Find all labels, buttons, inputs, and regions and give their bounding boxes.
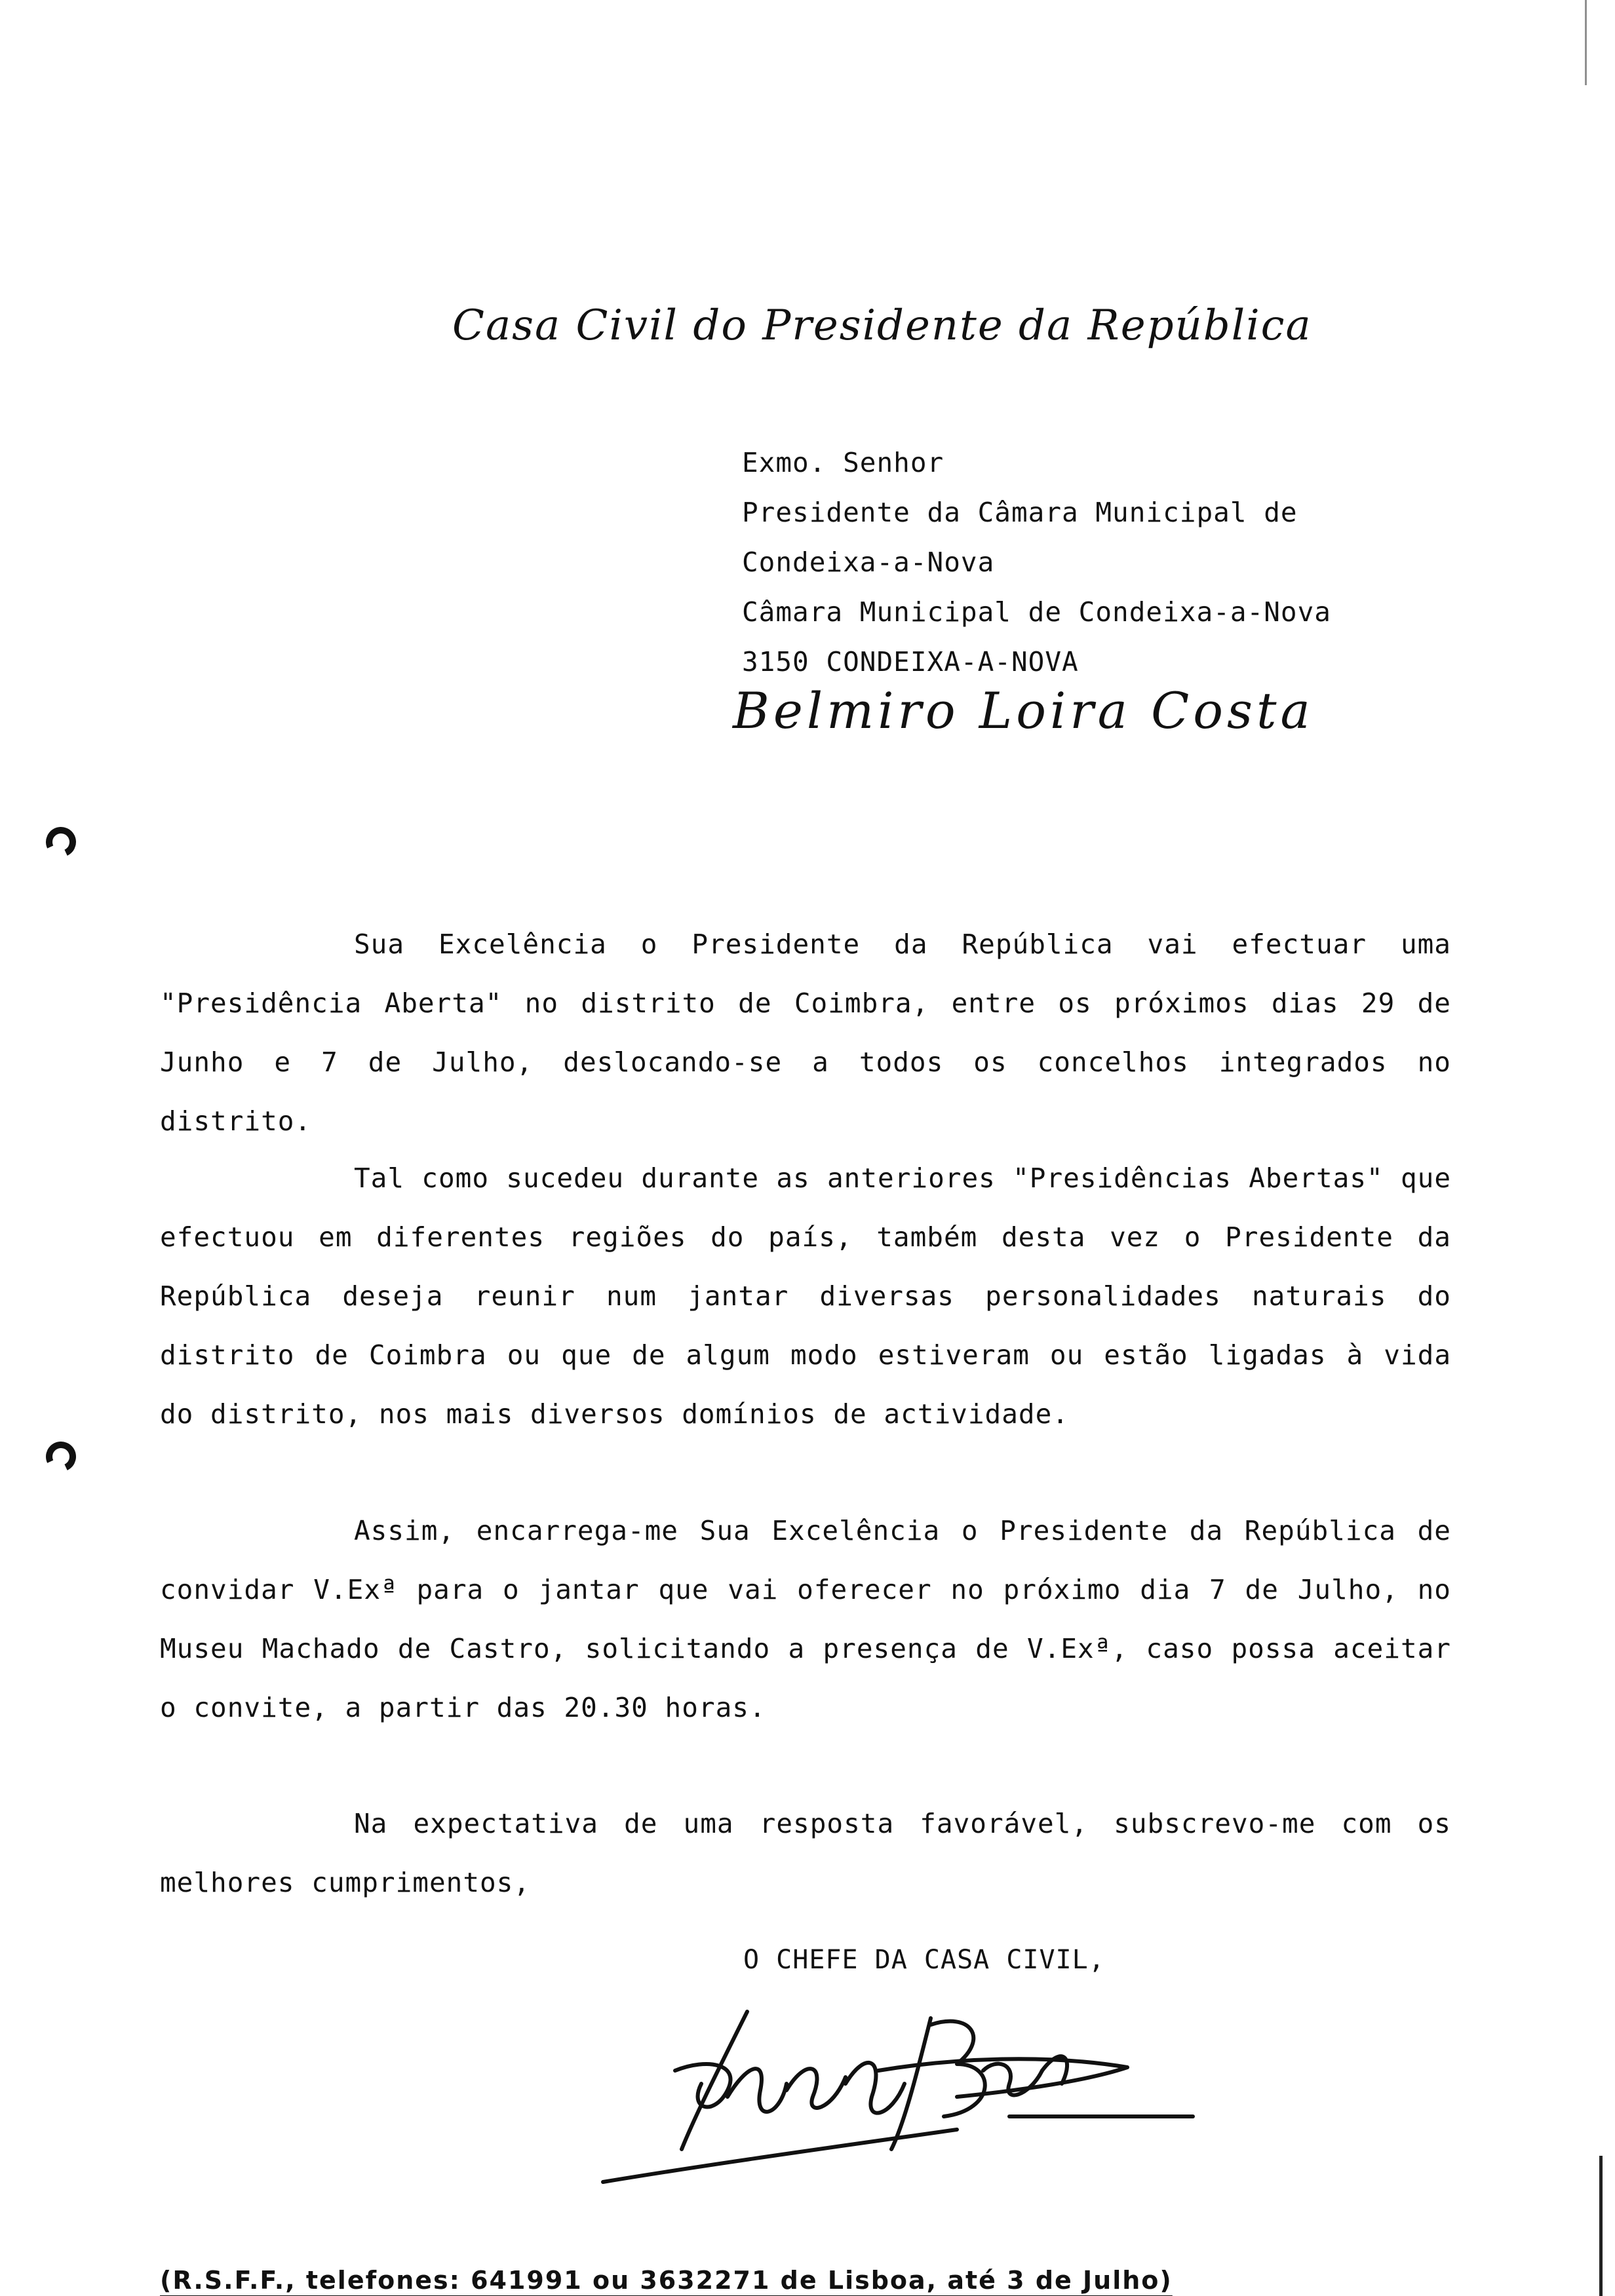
recipient-line: Condeixa-a-Nova [742, 546, 995, 578]
body-paragraph: Assim, encarrega-me Sua Excelência o Presidente da República de convidar V.Exª para o jantar que vai oferecer no próximo dia 7 de Julho, no Museu Machado de Castro, solicitando a presença de V.Exª, caso possa aceitar o convite, a partir das 20.30 horas. [160, 1515, 1451, 1723]
body-paragraph: Tal como sucedeu durante as anteriores "Presidências Abertas" que efectuou em diferentes regiões do país, também desta vez o Presidente da República deseja reunir num jantar diversas personalidades naturais do distrito de Coimbra ou que de algum modo estiveram ou estão ligadas à vida do distrito, nos mais diversos domínios de actividade. [160, 1162, 1451, 1430]
body-paragraph: Na expectativa de uma resposta favorável, subscrevo-me com os melhores cumprimentos, [160, 1808, 1451, 1898]
handwritten-recipient-name: Belmiro Loira Costa [733, 681, 1314, 740]
recipient-line: Câmara Municipal de Condeixa-a-Nova [742, 596, 1331, 628]
recipient-line: Exmo. Senhor [742, 447, 944, 478]
recipient-address [742, 438, 1528, 687]
letterhead: Casa Civil do Presidente da República [452, 301, 1312, 350]
recipient-line: 3150 CONDEIXA-A-NOVA [742, 646, 1079, 678]
signatory-title: O CHEFE DA CASA CIVIL, [743, 1945, 1105, 1975]
recipient-line: Presidente da Câmara Municipal de [742, 497, 1298, 528]
handwritten-signature [590, 1985, 1206, 2202]
punch-hole-icon [42, 823, 81, 862]
scan-edge-mark-bottom [1599, 2156, 1603, 2296]
scan-edge-mark-top [1585, 0, 1587, 85]
body-paragraph: Sua Excelência o Presidente da República vai efectuar uma "Presidência Aberta" no distrito de Coimbra, entre os próximos dias 29 de Junho e 7 de Julho, deslocando-se a todos os concelhos integrados no distrito. [160, 928, 1451, 1137]
footer-note: (R.S.F.F., telefones: 641991 ou 3632271 de Lisboa, até 3 de Julho) [160, 2266, 1173, 2295]
punch-hole-icon [42, 1438, 81, 1476]
